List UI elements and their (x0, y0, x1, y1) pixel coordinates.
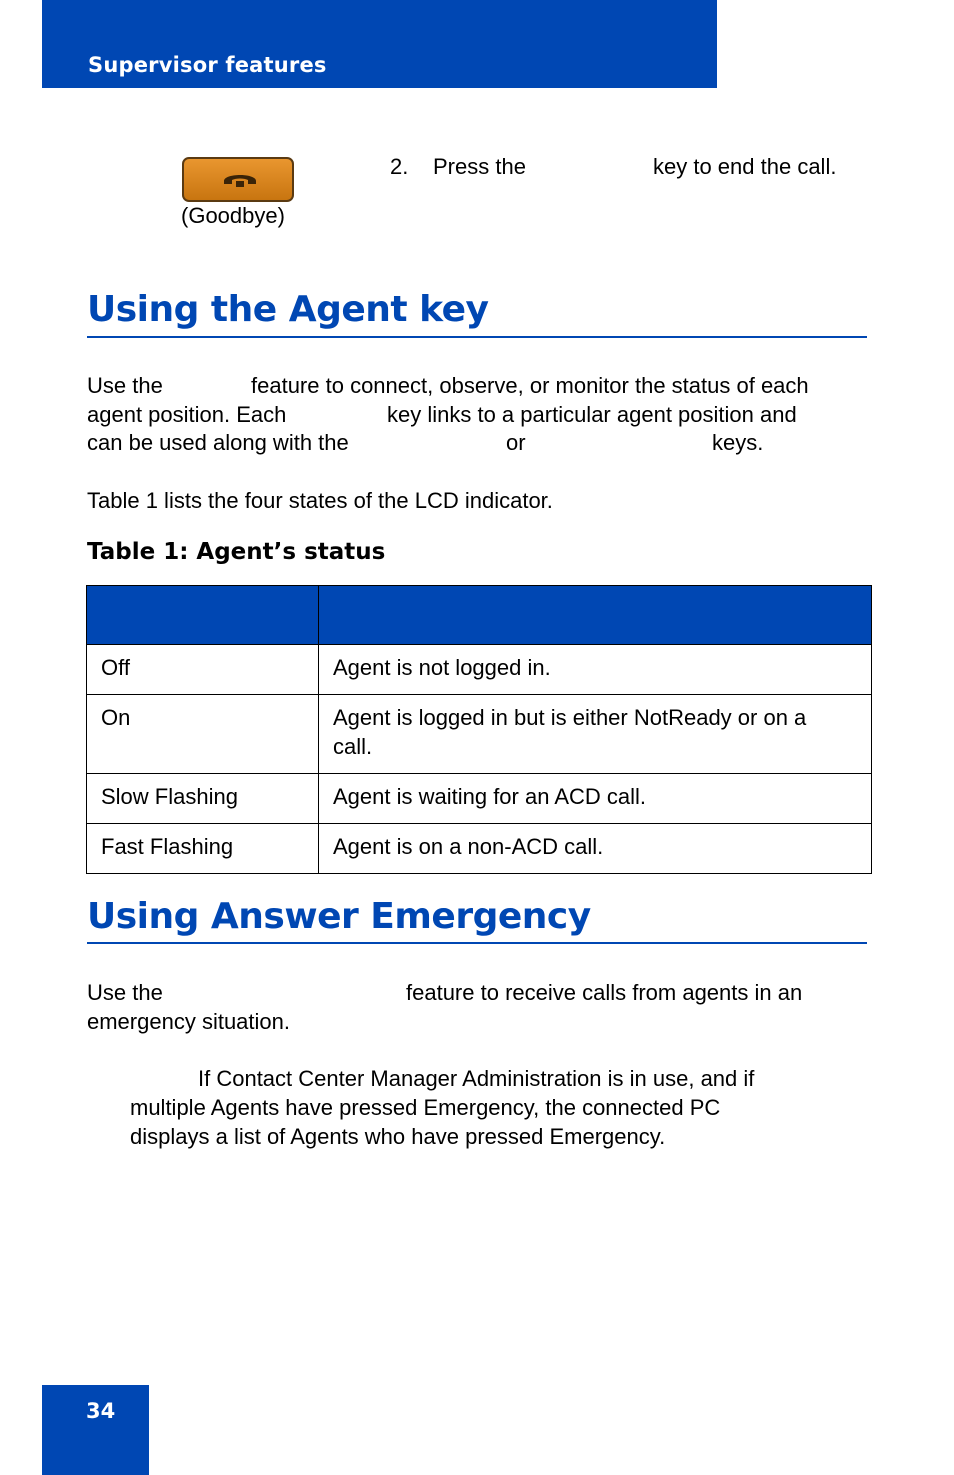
agent-para-3c: keys. (712, 430, 764, 455)
goodbye-key-caption: (Goodbye) (181, 203, 285, 228)
section-title: Supervisor features (88, 53, 327, 77)
table-header-row (87, 586, 872, 645)
page-number: 34 (86, 1399, 116, 1423)
heading-rule (87, 336, 867, 338)
emergency-para-2: emergency situation. (87, 1009, 290, 1034)
header-bar (42, 0, 717, 88)
agent-para-1a: Use the (87, 373, 163, 398)
table-header-cell (87, 586, 319, 645)
agent-para-3b: or (506, 430, 526, 455)
description-cell: Agent is waiting for an ACD call. (319, 774, 872, 824)
step-text-before: Press the (433, 154, 526, 179)
agent-status-table (86, 585, 872, 874)
description-cell: Agent is on a non-ACD call. (319, 824, 872, 874)
table-row (87, 695, 872, 774)
state-cell: On (87, 695, 319, 774)
agent-para-2a: agent position. Each (87, 402, 287, 427)
table-row (87, 824, 872, 874)
note-line-2: multiple Agents have pressed Emergency, the connected PC (130, 1095, 721, 1120)
state-cell: Slow Flashing (87, 774, 319, 824)
agent-para-1b: feature to connect, observe, or monitor the status of each (251, 373, 809, 398)
note-line-3: displays a list of Agents who have pressed Emergency. (130, 1124, 666, 1149)
heading-agent-key: Using the Agent key (87, 289, 489, 330)
agent-para-3a: can be used along with the (87, 430, 349, 455)
agent-para-2b: key links to a particular agent position and (387, 402, 797, 427)
step-number: 2. (390, 154, 409, 179)
goodbye-key[interactable] (182, 157, 294, 202)
note-line-1: If Contact Center Manager Administration is in use, and if (198, 1066, 755, 1091)
emergency-para-1b: feature to receive calls from agents in an (406, 980, 803, 1005)
heading-rule (87, 942, 867, 944)
table-row (87, 645, 872, 695)
description-cell: Agent is not logged in. (319, 645, 872, 695)
table-header-cell (319, 586, 872, 645)
table-title: Table 1: Agent’s status (87, 539, 386, 565)
table-intro: Table 1 lists the four states of the LCD indicator. (87, 488, 553, 513)
handset-icon (221, 169, 259, 191)
state-cell: Off (87, 645, 319, 695)
step-text-after: key to end the call. (653, 154, 837, 179)
page-number-box (42, 1385, 149, 1475)
state-cell: Fast Flashing (87, 824, 319, 874)
emergency-para-1a: Use the (87, 980, 163, 1005)
table-row (87, 774, 872, 824)
description-cell: Agent is logged in but is either NotReady or on a call. (319, 695, 872, 774)
heading-answer-emergency: Using Answer Emergency (87, 896, 591, 937)
